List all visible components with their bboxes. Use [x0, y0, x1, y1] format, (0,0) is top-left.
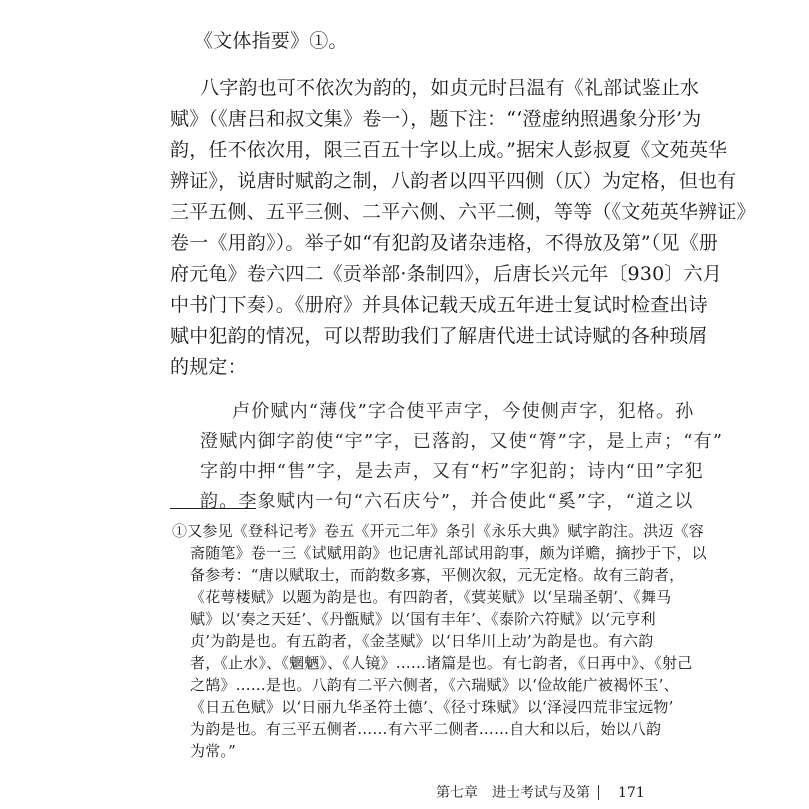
- main-line: 中书门下奏）。《册府》并具体记载天成五年进士复试时检查出诗: [170, 294, 708, 316]
- footnote-line: 者，《止水》、《魍魉》、《人镜》……诸篇是也。有七韵者，《日再中》、《射己: [190, 654, 693, 672]
- chapter-title: 第七章 进士考试与及第: [436, 785, 590, 801]
- main-line: 八字韵也可不依次为韵的，如贞元时吕温有《礼部试鉴止水: [200, 77, 700, 99]
- page-number: 171: [618, 785, 645, 801]
- main-line: 的规定：: [170, 356, 247, 378]
- quote-line: 卢价赋内“薄伐”字合使平声字，今使侧声字，犯格。孙: [232, 401, 695, 422]
- footnote-line: 备参考：“唐以赋取士，而韵数多寡，平侧次叙，元无定格。故有三韵者，: [190, 566, 685, 584]
- footnote-line: ①又参见《登科记考》卷五《开元二年》条引《永乐大典》赋字韵注。洪迈《容: [172, 522, 705, 540]
- footnote-line: 为常。”: [190, 742, 236, 760]
- footnote-line: 斋随笔》卷一三《试赋用韵》也记唐礼部试用韵事，颇为详赡，摘抄于下，以: [190, 544, 707, 562]
- footnote-line: 之鹄》……是也。八韵有二平六侧者，《六瑞赋》以‘俭故能广被褐怀玉’、: [190, 676, 679, 694]
- footnote-line: 《日五色赋》以‘日丽九华圣符土德’、《径寸珠赋》以‘泽浸四荒非宝远物’: [190, 698, 674, 716]
- main-line: 赋》（《唐吕和叔文集》卷一），题下注：“‘澄虚纳照遇象分形’为: [170, 108, 702, 130]
- main-line: 辨证》，说唐时赋韵之制，八韵者以四平四侧（仄）为定格，但也有: [170, 170, 737, 192]
- footnote-line: 为韵是也。有三平五侧者……有六平二侧者……自大和以后，始以八韵: [190, 720, 662, 738]
- quote-line: 字韵中押“售”字，是去声，又有“朽”字犯韵；诗内“田”字犯: [200, 461, 705, 482]
- quote-line: 澄赋内御字韵使“宇”字，已落韵，又使“膂”字，是上声；“有”: [200, 431, 724, 452]
- main-line: 卷一《用韵》）。举子如“有犯韵及诸杂违格，不得放及第”（见《册: [170, 232, 719, 254]
- footer-separator: [598, 785, 599, 800]
- main-line: 赋中犯韵的情况，可以帮助我们了解唐代进士试诗赋的各种琐屑: [170, 325, 708, 347]
- footnote-line: 《花萼楼赋》以题为韵是也。有四韵者，《蓂荚赋》以‘呈瑞圣朝’、《舞马: [190, 588, 672, 606]
- footnote-line: 贞’为韵是也。有五韵者，《金茎赋》以‘日华川上动’为韵是也。有六韵: [190, 632, 654, 650]
- main-line: 《文体指要》①。: [194, 30, 348, 52]
- main-line: 韵，任不依次用，限三百五十字以上成。”据宋人彭叔夏《文苑英华: [170, 139, 728, 161]
- quote-line: 韵。李象赋内一句“六石庆兮”，并合使此“奚”字，“道之以: [200, 491, 694, 512]
- main-line: 三平五侧、五平三侧、二平六侧、六平二侧，等等（《文苑英华辨证》: [170, 201, 756, 223]
- footnote-divider: [170, 508, 256, 509]
- footnote-line: 赋》以‘奏之天廷’、《丹甑赋》以‘国有丰年’、《泰阶六符赋》以‘元亨利: [190, 610, 656, 628]
- main-line: 府元龟》卷六四二《贡举部·条制四》，后唐长兴元年〔930〕六月: [170, 263, 723, 285]
